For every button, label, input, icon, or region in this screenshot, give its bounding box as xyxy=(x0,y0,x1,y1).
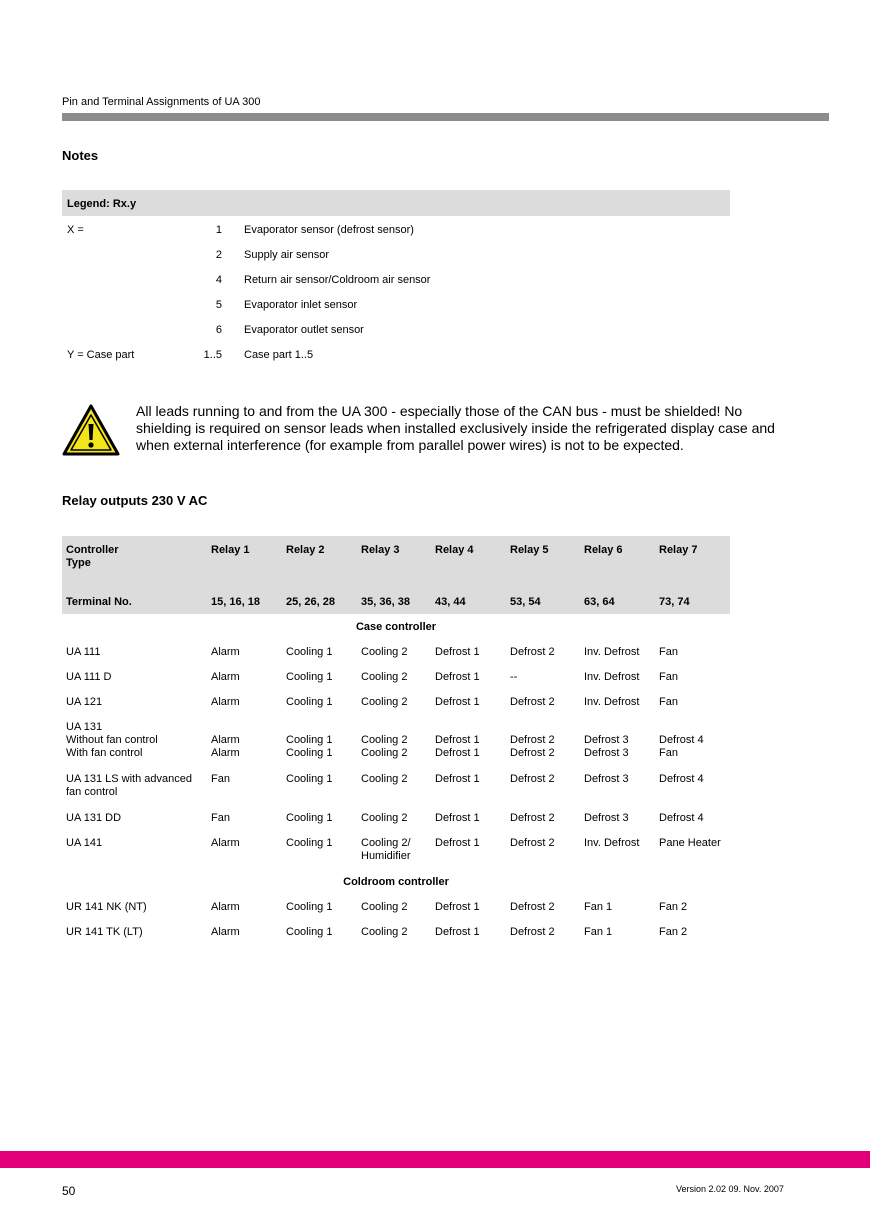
relay-function-cell: Fan xyxy=(659,671,678,683)
table-header-cell: Relay 5 xyxy=(510,544,549,556)
legend-code: 1 xyxy=(215,224,222,236)
table-header-cell: Relay 3 xyxy=(361,544,400,556)
header-rule xyxy=(62,113,829,121)
relay-function-cell: Cooling 2 xyxy=(361,812,408,824)
relay-function-cell: Defrost 2 Defrost 2 xyxy=(510,734,555,759)
terminal-number-cell: 35, 36, 38 xyxy=(361,596,410,608)
relay-function-cell: Defrost 2 xyxy=(510,773,555,785)
terminal-number-cell: 15, 16, 18 xyxy=(211,596,260,608)
relay-function-cell: Cooling 1 xyxy=(286,926,333,938)
relay-function-cell: Cooling 1 xyxy=(286,671,333,683)
relay-function-cell: Defrost 1 xyxy=(435,837,480,849)
relay-function-cell: Defrost 1 xyxy=(435,812,480,824)
warning-text: All leads running to and from the UA 300 - especially those of the CAN bus - must be shielded! No shielding is required on sensor leads when installed exclusively inside the refrigerated display case and when external interference (for example from parallel power wires) is not to be expected. xyxy=(136,403,775,453)
legend-desc: Case part 1..5 xyxy=(244,349,314,361)
relay-function-cell: Defrost 3 xyxy=(584,773,629,785)
table-header-cell: Controller Type xyxy=(66,544,119,569)
warning-triangle-icon xyxy=(62,404,120,456)
table-header-cell: Relay 1 xyxy=(211,544,250,556)
relay-function-cell: Alarm xyxy=(211,671,240,683)
relay-function-cell: Inv. Defrost xyxy=(584,837,640,849)
legend-label: Y = Case part xyxy=(67,349,135,361)
relay-function-cell: Defrost 4 Fan xyxy=(659,734,704,759)
legend-code: 4 xyxy=(215,274,222,286)
relay-function-cell: Defrost 1 xyxy=(435,901,480,913)
relay-function-cell: Alarm xyxy=(211,696,240,708)
relay-function-cell: Alarm Alarm xyxy=(211,734,240,759)
table-header-cell: Relay 7 xyxy=(659,544,698,556)
terminal-number-cell: Terminal No. xyxy=(66,596,132,608)
relay-function-cell: Defrost 4 xyxy=(659,773,704,785)
relay-function-cell: Alarm xyxy=(211,837,240,849)
relay-function-cell: Defrost 2 xyxy=(510,901,555,913)
controller-type-cell: UA 131 DD xyxy=(66,812,122,824)
relay-function-cell: Cooling 1 xyxy=(286,646,333,658)
relay-function-cell: Cooling 1 xyxy=(286,696,333,708)
legend-desc: Evaporator inlet sensor xyxy=(244,299,358,311)
relay-function-cell: Fan xyxy=(211,773,230,785)
legend-desc: Evaporator sensor (defrost sensor) xyxy=(244,224,414,236)
relay-function-cell: Pane Heater xyxy=(659,837,721,849)
relay-function-cell: Cooling 1 xyxy=(286,773,333,785)
relay-function-cell: Defrost 1 xyxy=(435,773,480,785)
controller-type-cell: UA 131 Without fan control With fan control xyxy=(66,721,158,759)
legend-row xyxy=(62,274,730,288)
legend-row xyxy=(62,349,730,363)
legend-code: 5 xyxy=(215,299,222,311)
relay-function-cell: Defrost 4 xyxy=(659,812,704,824)
legend-row xyxy=(62,299,730,313)
relay-function-cell: Cooling 1 Cooling 1 xyxy=(286,734,333,759)
relay-function-cell: -- xyxy=(510,671,518,683)
relay-function-cell: Defrost 2 xyxy=(510,646,555,658)
relay-function-cell: Defrost 1 xyxy=(435,671,480,683)
relay-function-cell: Defrost 2 xyxy=(510,696,555,708)
relay-function-cell: Defrost 1 xyxy=(435,696,480,708)
controller-type-cell: UA 111 D xyxy=(66,671,112,683)
legend-label: X = xyxy=(67,224,84,236)
relay-function-cell: Fan 1 xyxy=(584,926,613,938)
relay-function-cell: Cooling 2 xyxy=(361,901,408,913)
version-label: Version 2.02 09. Nov. 2007 xyxy=(676,1184,784,1194)
relay-function-cell: Inv. Defrost xyxy=(584,646,640,658)
relay-function-cell: Fan 1 xyxy=(584,901,613,913)
relay-function-cell: Cooling 2 Cooling 2 xyxy=(361,734,408,759)
legend-row xyxy=(62,249,730,263)
relay-function-cell: Cooling 1 xyxy=(286,901,333,913)
legend-title: Legend: Rx.y xyxy=(67,198,137,210)
relay-function-cell: Defrost 1 Defrost 1 xyxy=(435,734,480,759)
controller-type-cell: UA 121 xyxy=(66,696,103,708)
terminal-number-cell: 53, 54 xyxy=(510,596,541,608)
legend-row xyxy=(62,324,730,338)
legend-code: 1..5 xyxy=(203,349,222,361)
terminal-number-cell: 43, 44 xyxy=(435,596,466,608)
section-coldroom-controller: Coldroom controller xyxy=(343,876,449,888)
legend-code: 6 xyxy=(215,324,222,336)
relay-function-cell: Defrost 2 xyxy=(510,812,555,824)
relay-function-cell: Defrost 2 xyxy=(510,926,555,938)
table-header-cell: Relay 4 xyxy=(435,544,474,556)
terminal-number-cell: 73, 74 xyxy=(659,596,690,608)
relay-function-cell: Cooling 1 xyxy=(286,837,333,849)
relay-function-cell: Cooling 2 xyxy=(361,671,408,683)
relay-function-cell: Cooling 2/ Humidifier xyxy=(361,837,411,862)
relay-function-cell: Cooling 1 xyxy=(286,812,333,824)
relay-function-cell: Defrost 3 xyxy=(584,812,629,824)
relay-function-cell: Cooling 2 xyxy=(361,646,408,658)
relay-function-cell: Fan 2 xyxy=(659,926,688,938)
table-header-cell: Relay 2 xyxy=(286,544,325,556)
relay-function-cell: Inv. Defrost xyxy=(584,671,640,683)
relay-function-cell: Fan xyxy=(659,696,678,708)
relay-function-cell: Defrost 1 xyxy=(435,646,480,658)
relay-function-cell: Fan xyxy=(659,646,678,658)
controller-type-cell: UR 141 NK (NT) xyxy=(66,901,147,913)
section-case-controller: Case controller xyxy=(355,621,437,633)
terminal-number-cell: 63, 64 xyxy=(584,596,615,608)
relay-function-cell: Inv. Defrost xyxy=(584,696,640,708)
relay-heading: Relay outputs 230 V AC xyxy=(62,493,208,508)
controller-type-cell: UA 141 xyxy=(66,837,103,849)
footer-bar xyxy=(0,1151,870,1168)
relay-function-cell: Cooling 2 xyxy=(361,926,408,938)
controller-type-cell: UA 131 LS with advanced fan control xyxy=(66,773,192,798)
relay-function-cell: Alarm xyxy=(211,901,240,913)
table-header-cell: Relay 6 xyxy=(584,544,623,556)
legend-row xyxy=(62,224,730,238)
relay-function-cell: Cooling 2 xyxy=(361,696,408,708)
legend-desc: Return air sensor/Coldroom air sensor xyxy=(244,274,431,286)
controller-type-cell: UA 111 xyxy=(66,646,101,658)
relay-function-cell: Defrost 2 xyxy=(510,837,555,849)
legend-desc: Evaporator outlet sensor xyxy=(244,324,364,336)
relay-function-cell: Alarm xyxy=(211,926,240,938)
relay-function-cell: Fan 2 xyxy=(659,901,688,913)
page-header-title: Pin and Terminal Assignments of UA 300 xyxy=(62,96,261,108)
relay-function-cell: Defrost 1 xyxy=(435,926,480,938)
relay-function-cell: Cooling 2 xyxy=(361,773,408,785)
legend-code: 2 xyxy=(215,249,222,261)
legend-desc: Supply air sensor xyxy=(244,249,329,261)
terminal-number-cell: 25, 26, 28 xyxy=(286,596,335,608)
relay-function-cell: Defrost 3 Defrost 3 xyxy=(584,734,629,759)
legend-header xyxy=(62,190,730,216)
relay-function-cell: Fan xyxy=(211,812,230,824)
controller-type-cell: UR 141 TK (LT) xyxy=(66,926,143,938)
page-number: 50 xyxy=(62,1184,76,1198)
notes-heading: Notes xyxy=(62,148,99,163)
relay-function-cell: Alarm xyxy=(211,646,240,658)
